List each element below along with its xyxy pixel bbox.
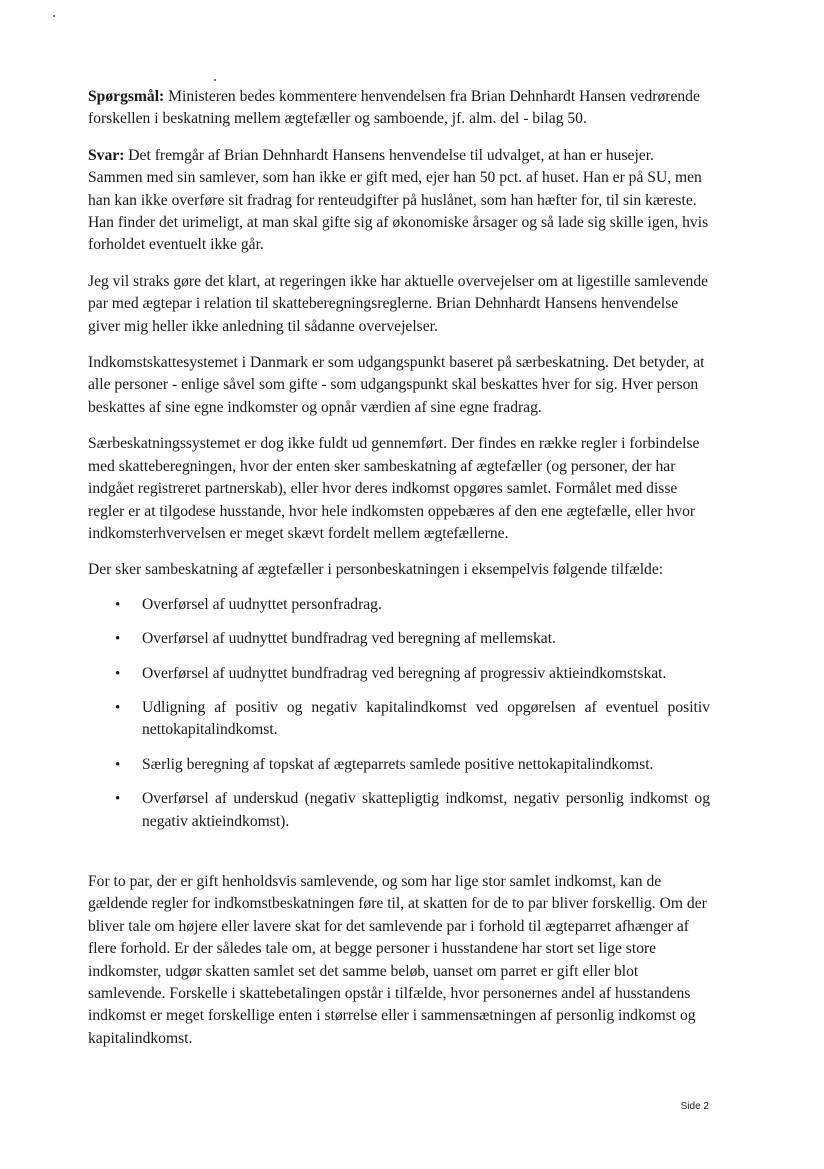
body-paragraph: Jeg vil straks gøre det klart, at regeringen ikke har aktuelle overvejelser om at ligestille samlevende par med ægtepar i relation til skatteberegningsreglerne. Brian Dehnhardt Hansens henvendelse giver mig heller ikke anledning til sådanne overvejelser.: [88, 272, 709, 335]
page-number: Side 2: [680, 1101, 709, 1112]
body-paragraph: Særbeskatningssystemet er dog ikke fuldt ud gennemført. Der findes en række regler i forbindelse med skatteberegningen, hvor der enten sker sambeskatning af ægtefæller (og personer, der har indgået registreret partnerskab), eller hvor deres indkomst opgøres samlet. Formålet med disse regler er at tilgodese husstande, hvor hele indkomsten oppebæres af den ene ægtefælle, eller hvor indkomsterhvervelsen er meget skævt fordelt mellem ægtefællerne.: [88, 435, 700, 542]
list-item-text: Overførsel af uudnyttet bundfradrag ved beregning af progressiv aktieindkomstskat.: [142, 664, 667, 682]
question-label: Spørgsmål:: [88, 88, 165, 105]
document-page: [88, 86, 710, 1064]
list-item-text: Overførsel af underskud (negativ skattepligtig indkomst, negativ personlig indkomst og negativ aktieindkomst).: [142, 790, 710, 830]
question-paragraph: [88, 86, 710, 131]
list-item: [88, 663, 710, 685]
answer-paragraph: [88, 145, 710, 257]
bullet-icon: •: [115, 756, 121, 773]
list-item: [88, 628, 710, 650]
scan-speck: [53, 15, 55, 17]
final-paragraph: For to par, der er gift henholdsvis samlevende, og som har lige stor samlet indkomst, kan de gældende regler for indkomstbeskatningen føre til, at skatten for de to par bliver forskellig. Om der bliver tale om højere eller lavere skat for det samlevende par i forhold til ægteparret afhænger af flere forhold. Er der således tale om, at begge personer i husstandene har stort set lige store indkomster, udgør skatten samlet set det samme beløb, uanset om parret er gift eller blot samlevende. Forskelle i skattebetalingen opstår i tilfælde, hvor personernes andel af husstandens indkomst er meget forskellige enten i størrelse eller i sammensætningen af personlig indkomst og kapitalindkomst.: [88, 872, 707, 1047]
body-paragraph: Der sker sambeskatning af ægtefæller i personbeskatningen i eksempelvis følgende tilfælde:: [88, 561, 664, 579]
bullet-icon: •: [115, 791, 121, 808]
list-item: [88, 594, 710, 616]
answer-label: Svar:: [88, 146, 125, 164]
scan-speck: [214, 79, 216, 81]
question-text: Ministeren bedes kommentere henvendelsen fra Brian Dehnhardt Hansen vedrørende forskellen i beskatning mellem ægtefæller og samboende, jf. alm. del - bilag 50.: [88, 88, 700, 128]
bullet-icon: •: [115, 699, 121, 716]
list-item-text: Udligning af positiv og negativ kapitalindkomst ved opgørelsen af eventuel positiv nettokapitalindkomst.: [142, 698, 710, 739]
bullet-icon: •: [115, 631, 121, 648]
sambeskatning-list: [88, 594, 710, 833]
list-item-text: Særlig beregning af topskat af ægteparrets samlede positive nettokapitalindkomst.: [142, 755, 654, 773]
bullet-icon: •: [115, 596, 121, 613]
list-item: [88, 788, 710, 833]
list-item-text: Overførsel af uudnyttet bundfradrag ved beregning af mellemskat.: [142, 630, 556, 648]
list-item-text: Overførsel af uudnyttet personfradrag.: [142, 595, 382, 613]
section-spacer: [88, 845, 710, 871]
body-paragraph: Indkomstskattesystemet i Danmark er som udgangspunkt baseret på særbeskatning. Det betyder, at alle personer - enlige såvel som gifte - som udgangspunkt skal beskattes hver for sig. Hver person beskattes af sine egne indkomster og opnår værdien af sine egne fradrag.: [88, 354, 705, 416]
list-item: [88, 754, 710, 776]
answer-text: Det fremgår af Brian Dehnhardt Hansens henvendelse til udvalget, at han er husejer. Sammen med sin samlever, som han ikke er gift med, ejer han 50 pct. af huset. Han er på SU, men han kan ikke overføre sit fradrag for renteudgifter på huslånet, som han hæfter for, til sin kæreste. Han finder det urimeligt, at man skal gifte sig af økonomiske årsager og så lade sig skille igen, hvis forholdet eventuelt ikke går.: [88, 146, 709, 254]
list-item: [88, 697, 710, 742]
bullet-icon: •: [115, 665, 121, 682]
